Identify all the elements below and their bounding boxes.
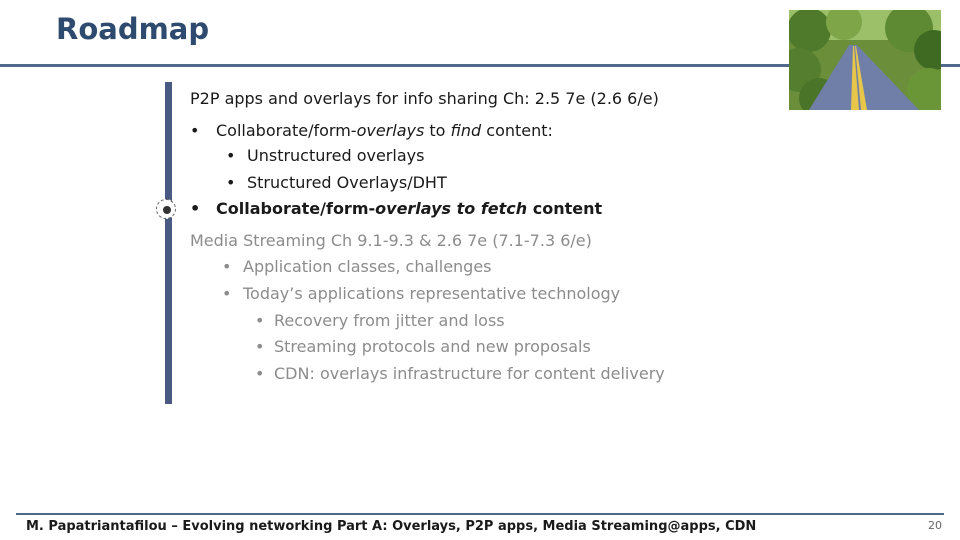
section2-item: Application classes, challenges	[243, 257, 492, 276]
road-photo	[789, 10, 941, 110]
section2-item: Today’s applications representative technology	[243, 284, 621, 303]
section2-subitem-bullet: •	[255, 311, 265, 330]
section1-item1	[190, 121, 199, 141]
section1-sub1-bullet: •	[226, 146, 236, 165]
item1-text-b: overlays	[356, 121, 425, 140]
item1-text-e: content:	[481, 121, 553, 140]
section2-item-bullet: •	[222, 257, 232, 276]
footer-text: M. Papatriantafilou – Evolving networking Part A: Overlays, P2P apps, Media Streaming@apps, CDN	[26, 519, 757, 534]
page-number: 20	[928, 519, 942, 532]
bullet: •	[190, 121, 200, 140]
section2-heading	[190, 231, 592, 251]
timeline-dot	[163, 206, 171, 214]
section2-subitem: Streaming protocols and new proposals	[274, 337, 591, 356]
section1-heading: P2P apps and overlays for info sharing Ch: 2.5 7e (2.6 6/e)	[190, 89, 659, 108]
section1-item2-bullet: •	[190, 199, 201, 218]
section1-sub2-bullet: •	[226, 173, 236, 192]
section1-item1-text	[216, 121, 553, 141]
timeline-bar	[165, 82, 172, 404]
footer-divider	[16, 513, 944, 515]
item2-text-a: Collaborate/form-	[216, 199, 376, 218]
item2-text-c: content	[527, 199, 603, 218]
section2-subitem-bullet: •	[255, 337, 265, 356]
item1-text-d: find	[450, 121, 482, 140]
section2-heading-b: Ch 9.1-9.3 & 2.6 7e (7.1-7.3 6/e)	[325, 231, 592, 250]
section1-sub2: Structured Overlays/DHT	[247, 173, 447, 192]
section2-subitem: CDN: overlays infrastructure for content delivery	[274, 364, 665, 383]
section1-sub1: Unstructured overlays	[247, 146, 425, 165]
item1-text-c: to	[424, 121, 451, 140]
section2-heading-a: Media Streaming	[190, 231, 326, 250]
timeline-current-marker-icon	[156, 199, 176, 219]
section2-subitem: Recovery from jitter and loss	[274, 311, 505, 330]
item1-text-a: Collaborate/form-	[216, 121, 357, 140]
item2-text-b: overlays to fetch	[375, 199, 528, 218]
section2-subitem-bullet: •	[255, 364, 265, 383]
section1-item2	[216, 199, 602, 219]
slide-title: Roadmap	[56, 12, 210, 46]
section2-item-bullet: •	[222, 284, 232, 303]
